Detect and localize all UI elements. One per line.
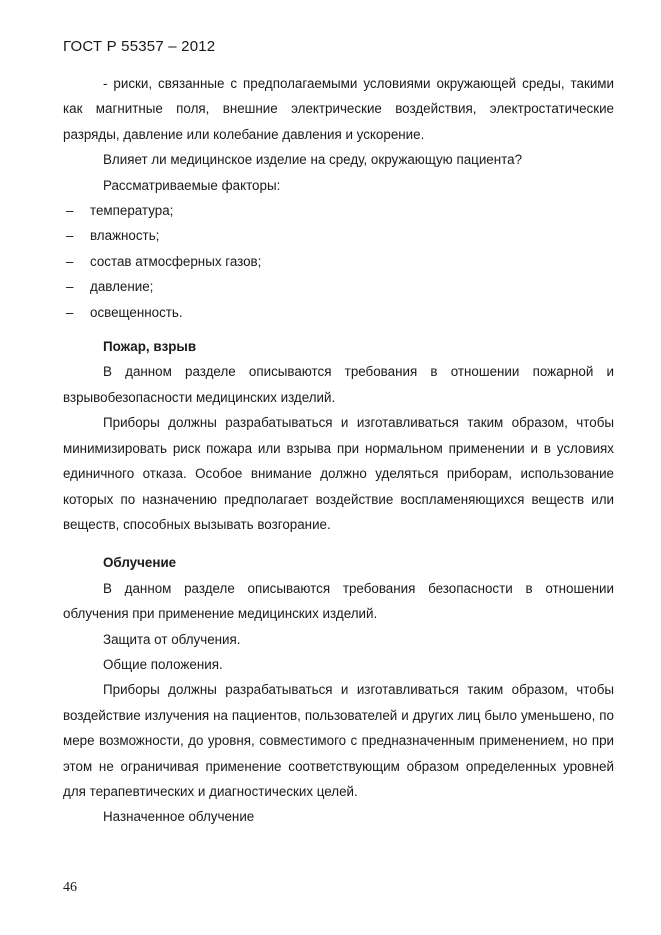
list-item [63, 274, 614, 299]
list-item-text: давление; [90, 279, 154, 295]
list-item [63, 249, 614, 274]
paragraph-radiation-intro: В данном разделе описываются требования безопасности в отношении облучения при применение медицинских изделий. [63, 580, 614, 622]
list-item-text: влажность; [90, 228, 160, 244]
paragraph-factors: Рассматриваемые факторы: [103, 177, 281, 193]
section-heading-fire: Пожар, взрыв [103, 339, 197, 355]
list-item-text: состав атмосферных газов; [90, 253, 262, 269]
paragraph-general-provisions: Общие положения. [103, 656, 223, 672]
document-header: ГОСТ Р 55357 – 2012 [63, 38, 216, 55]
paragraph-radiation-requirements: Приборы должны разрабатываться и изготавливаться таким образом, чтобы воздействие излучения на пациентов, пользователей и других лиц было уменьшено, по мере возможности, до уровня, совместимого с предназначенным применением, но при этом не ограничивая применение соответствующим образом определенных уровней для терапевтических и диагностических целей. [63, 682, 614, 799]
paragraph-question: Влияет ли медицинское изделие на среду, окружающую пациента? [103, 152, 523, 168]
list-item [63, 198, 614, 223]
list-item [63, 300, 614, 325]
paragraph-fire-intro: В данном разделе описываются требования в отношении пожарной и взрывобезопасности медицинских изделий. [63, 364, 614, 405]
factor-list [63, 198, 614, 325]
list-dash: – [66, 253, 74, 269]
section-heading-radiation: Облучение [103, 555, 177, 571]
list-dash: – [66, 228, 74, 244]
paragraph-environment-risks: - риски, связанные с предполагаемыми условиями окружающей среды, такими как магнитные поля, внешние электрические воздействия, электростатические разряды, давление или колебание давления и ускорение. [63, 76, 614, 142]
list-item [63, 223, 614, 248]
list-item-text: освещенность. [90, 304, 183, 320]
document-body [63, 71, 614, 830]
list-dash: – [66, 304, 74, 320]
list-dash: – [66, 279, 74, 295]
list-dash: – [66, 203, 74, 219]
paragraph-intended-radiation: Назначенное облучение [103, 809, 255, 825]
paragraph-radiation-protection: Защита от облучения. [103, 631, 241, 647]
page-number: 46 [63, 880, 77, 895]
paragraph-fire-requirements: Приборы должны разрабатываться и изготавливаться таким образом, чтобы минимизировать риск пожара или взрыва при нормальном применении и в условиях единичного отказа. Особое внимание должно уделяться приборам, использование которых по назначению предполагает воздействие воспламеняющихся веществ или веществ, способных вызывать возгорание. [63, 415, 614, 532]
list-item-text: температура; [90, 203, 174, 219]
